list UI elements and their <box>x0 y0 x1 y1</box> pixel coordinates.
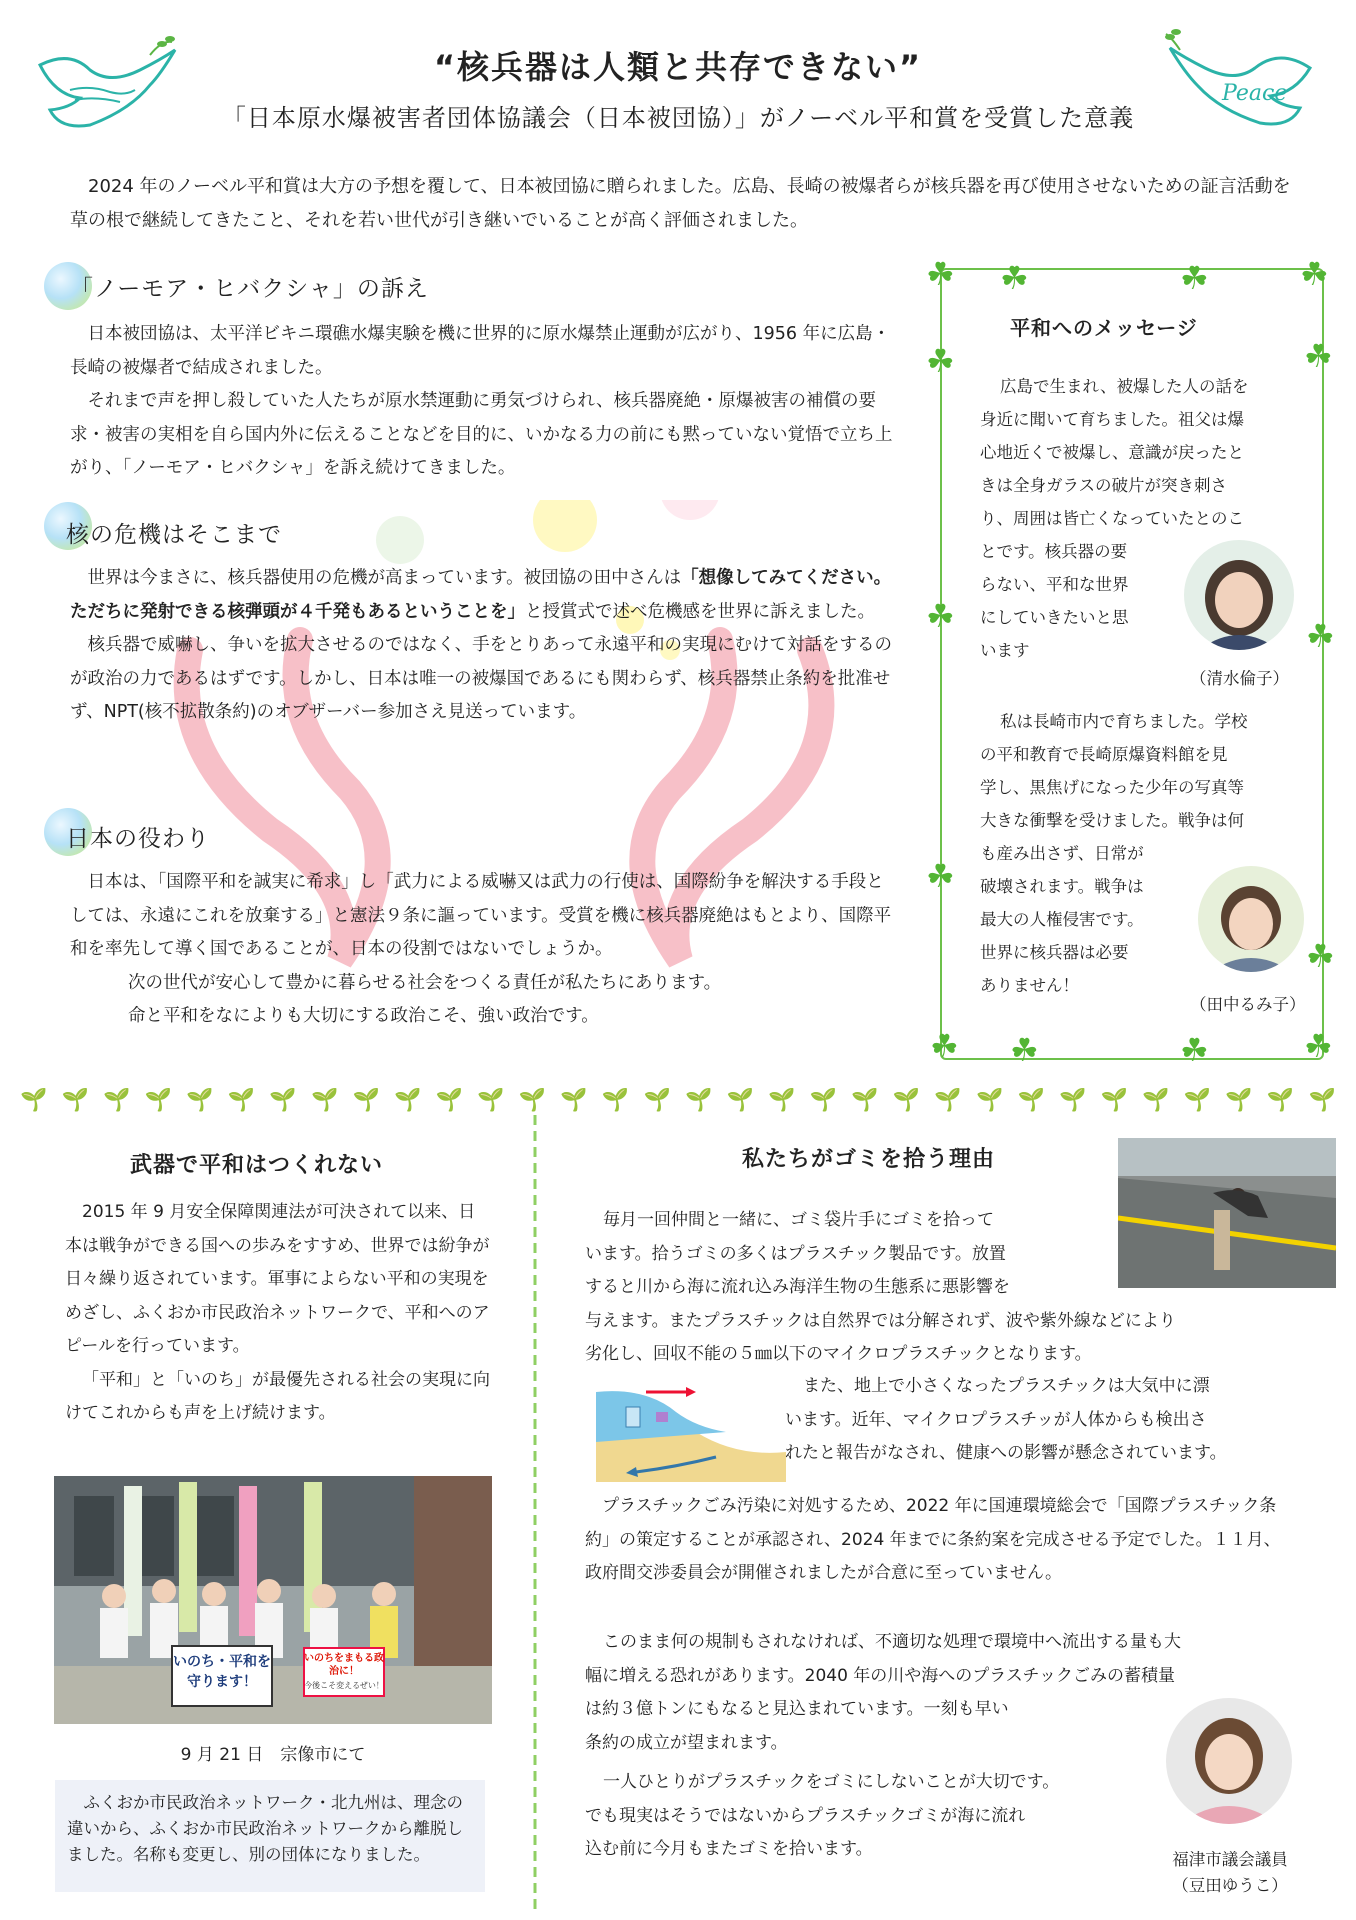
sprout-icon: 🌱 <box>1308 1088 1336 1113</box>
text-line: にしていきたいと思 <box>980 608 1129 627</box>
text-line: きは全身ガラスの破片が突き刺さ <box>980 476 1228 495</box>
sprout-icon: 🌱 <box>1183 1088 1212 1113</box>
sprout-icon: 🌱 <box>352 1088 380 1113</box>
text-line: 最大の人権侵害です。 <box>980 910 1144 929</box>
sprout-icon: 🌱 <box>768 1088 796 1113</box>
sign-text-3: 今後こそ変えるぜい！ <box>304 1681 384 1690</box>
photo-caption: 9 月 21 日 宗像市にて <box>180 1745 366 1765</box>
message-2-author: （田中るみ子） <box>1190 995 1306 1014</box>
right-p3 <box>585 1490 1293 1591</box>
text-line: 学し、黒焦げになった少年の写真等 <box>980 778 1244 797</box>
sprout-icon: 🌱 <box>20 1088 48 1113</box>
paragraph <box>70 562 900 629</box>
sprout-icon: 🌱 <box>1017 1088 1045 1113</box>
text-line: の平和教育で長崎原爆資料館を見 <box>980 745 1228 764</box>
vine-divider <box>528 1115 542 1915</box>
clover-icon: ☘ <box>1180 259 1209 297</box>
paragraph: 「平和」と「いのち」が最優先される社会の実現に向けてこれからも声を上げ続けます。 <box>65 1369 490 1423</box>
clover-icon: ☘ <box>926 342 955 380</box>
text-span: 世界は今まさに、核兵器使用の危機が高まっています。被団協の田中さんは <box>87 568 682 588</box>
sprout-icon: 🌱 <box>227 1088 256 1113</box>
sprout-icon: 🌱 <box>518 1088 547 1113</box>
clover-icon: ☘ <box>926 857 955 895</box>
page-title: “核兵器は人類と共存できない” <box>433 48 923 86</box>
sprout-icon: 🌱 <box>643 1088 671 1113</box>
left-lower-title: 武器で平和はつくれない <box>130 1153 384 1178</box>
text-line: 私は長崎市内で育ちました。学校 <box>1000 712 1248 731</box>
avatar-mameda <box>1166 1698 1292 1824</box>
text-line: 広島で生まれ、被爆した人の話を <box>1000 377 1249 396</box>
text-line: も産み出さず、日常が <box>980 844 1144 863</box>
sprout-icon: 🌱 <box>310 1088 339 1113</box>
text-line: すると川から海に流れ込み海洋生物の生態系に悪影響を <box>585 1277 1010 1297</box>
clover-icon: ☘ <box>1304 1027 1333 1065</box>
clover-icon: ☘ <box>1306 937 1335 975</box>
sprout-icon: 🌱 <box>560 1088 588 1113</box>
text-line: 込む前に今月もまたゴミを拾います。 <box>585 1839 873 1859</box>
sprout-icon: 🌱 <box>1266 1088 1295 1113</box>
sprout-icon: 🌱 <box>1225 1088 1253 1113</box>
quote-bold: 「想像してみてください。ただちに発射できる核弾頭が４千発もあるということを」 <box>70 568 892 622</box>
ocean-plastic-illustration <box>596 1372 786 1482</box>
text-line: り、周囲は皆亡くなっていたとのこ <box>980 509 1244 528</box>
author-role: 福津市議会議員 <box>1172 1850 1288 1869</box>
text-line: 世界に核兵器は必要 <box>980 943 1129 962</box>
section-nomore-body <box>70 318 900 486</box>
text-line: 条約の成立が望まれます。 <box>585 1732 788 1753</box>
sprout-icon: 🌱 <box>1100 1088 1129 1113</box>
clover-icon: ☘ <box>1306 617 1335 655</box>
text-line: とです。核兵器の要 <box>980 542 1128 561</box>
right-p1 <box>585 1204 1315 1372</box>
section-role-body <box>70 866 900 1034</box>
text-line: 一人ひとりがプラスチックをゴミにしないことが大切です。 <box>603 1772 1060 1792</box>
intro-paragraph: 2024 年のノーベル平和賞は大方の予想を覆して、日本被団協に贈られました。広島、長崎の被爆者らが核兵器を再び使用させないための証言活動を草の根で継続してきたこと、それを若い世代が引き継いでいることが高く評価されました。 <box>70 176 1291 231</box>
text-line: 破壊されます。戦争は <box>980 877 1144 896</box>
clover-icon: ☘ <box>1180 1031 1209 1069</box>
section-heading-role: 日本の役わり <box>66 826 210 852</box>
text-line: は約３億トンにもなると見込まれています。一刻も早い <box>585 1699 1009 1719</box>
text-line: ありません！ <box>980 976 1079 995</box>
text-line: 心地近くで被爆し、意識が戻ったと <box>980 443 1244 462</box>
avatar-shimizu <box>1184 540 1294 650</box>
clover-icon: ☘ <box>926 597 955 635</box>
sprout-icon: 🌱 <box>934 1088 962 1113</box>
text-line: 毎月一回仲間と一緒に、ゴミ袋片手にゴミを拾って <box>603 1210 994 1230</box>
clover-icon: ☘ <box>1300 255 1329 293</box>
author-name: （豆田ゆうこ） <box>1172 1876 1288 1895</box>
left-lower-body <box>65 1196 490 1431</box>
clover-icon: ☘ <box>1010 1031 1039 1069</box>
sprout-icon: 🌱 <box>892 1088 921 1113</box>
clover-icon: ☘ <box>1000 259 1029 297</box>
sign-text-2: いのちをまもる政治に！ <box>304 1653 384 1677</box>
closing-line: 次の世代が安心して豊かに暮らせる社会をつくる責任が私たちにあります。 <box>128 972 722 993</box>
sprout-icon: 🌱 <box>103 1088 131 1113</box>
sprout-icon: 🌱 <box>726 1088 754 1113</box>
sprout-icon: 🌱 <box>435 1088 464 1113</box>
text-line: 与えます。またプラスチックは自然界では分解されず、波や紫外線などにより <box>585 1310 1176 1331</box>
sprout-icon: 🌱 <box>601 1088 630 1113</box>
section-heading-crisis: 核の危機はそこまで <box>66 522 282 548</box>
text-line: 幅に増える恐れがあります。2040 年の川や海へのプラスチックごみの蓄積量 <box>585 1665 1175 1686</box>
clover-icon: ☘ <box>926 255 955 293</box>
clover-icon: ☘ <box>1304 337 1333 375</box>
rally-photo <box>54 1476 492 1724</box>
text-line: れたと報告がなされ、健康への影響が懸念されています。 <box>785 1443 1227 1463</box>
text-line: 大きな衝撃を受けました。戦争は何 <box>980 811 1244 830</box>
sprout-icon: 🌱 <box>851 1088 879 1113</box>
paragraph: 核兵器で威嚇し、争いを拡大させるのではなく、手をとりあって永遠平和の実現にむけて対話をするのが政治の力であるはずです。しかし、日本は唯一の被爆国であるにも関わらず、核兵器禁止条約を批准せず、NPT(核不拡散条約)のオブザーバー参加さえ見送っています。 <box>70 635 892 722</box>
page-subtitle: 「日本原水爆被害者団体協議会（日本被団協）」がノーベル平和賞を受賞した意義 <box>221 104 1135 132</box>
text-line: 身近に聞いて育ちました。祖父は爆 <box>980 410 1244 429</box>
right-p5 <box>585 1766 1145 1867</box>
sprout-icon: 🌱 <box>144 1088 173 1113</box>
text-line: でも現実はそうではないからプラスチックゴミが海に流れ <box>585 1805 1026 1826</box>
sprout-icon: 🌱 <box>186 1088 214 1113</box>
right-p2 <box>785 1370 1315 1471</box>
message-1-author: （清水倫子） <box>1190 669 1289 688</box>
message-box-title: 平和へのメッセージ <box>1010 316 1198 340</box>
paragraph: プラスチックごみ汚染に対処するため、2022 年に国連環境総会で「国際プラスチック条約」の策定することが承認され、2024 年までに条約案を完成させる予定でした。１１月、政府間交渉委員会が開催されましたが合意に至っていません。 <box>585 1496 1281 1583</box>
text-line: います。近年、マイクロプラスチッが人体からも検出さ <box>785 1409 1207 1430</box>
text-line: このまま何の規制もされなければ、不適切な処理で環境中へ流出する量も大 <box>603 1632 1181 1652</box>
text-line: 劣化し、回収不能の５㎜以下のマイクロプラスチックとなります。 <box>585 1344 1092 1364</box>
avatar-tanaka <box>1198 866 1304 972</box>
closing-line: 命と平和をなによりも大切にする政治こそ、強い政治です。 <box>128 1006 599 1026</box>
paragraph: 日本は、「国際平和を誠実に希求」し「武力による威嚇又は武力の行使は、国際紛争を解決する手段としては、永遠にこれを放棄する」と憲法９条に謳っています。受賞を機に核兵器廃絶はもとより、国際平和を率先して導く国であることが、日本の役割ではないでしょうか。 <box>70 872 892 959</box>
sprout-icon: 🌱 <box>477 1088 505 1113</box>
text-line: らない、平和な世界 <box>980 575 1129 594</box>
text-line: います。拾うゴミの多くはプラスチック製品です。放置 <box>585 1243 1006 1264</box>
paragraph: それまで声を押し殺していた人たちが原水禁運動に勇気づけられ、核兵器廃絶・原爆被害の補償の要求・被害の実相を自ら国内外に伝えることなどを目的に、いかなる力の前にも黙っていない覚悟で立ち上がり、「ノーモア・ヒバクシャ」を訴え続けてきました。 <box>70 391 893 478</box>
paragraph: 2015 年 9 月安全保障関連法が可決されて以来、日本は戦争ができる国への歩みをすすめ、世界では紛争が日々繰り返されています。軍事によらない平和の実現をめざし、ふくおか市民政治ネットワークで、平和へのアピールを行っています。 <box>65 1202 490 1356</box>
sign-text-1: いのち・平和を守ります！ <box>173 1654 271 1690</box>
sprout-icon: 🌱 <box>269 1088 297 1113</box>
text-line: また、地上で小さくなったプラスチックは大気中に漂 <box>803 1376 1210 1396</box>
section-crisis-body <box>70 562 900 730</box>
peace-text: Peace <box>1222 81 1288 106</box>
sprout-icon: 🌱 <box>685 1088 713 1113</box>
sprout-divider <box>20 1088 1336 1118</box>
sprout-icon: 🌱 <box>809 1088 838 1113</box>
sprout-icon: 🌱 <box>394 1088 422 1113</box>
section-heading-nomore: 「ノーモア・ヒバクシャ」の訴え <box>70 276 429 302</box>
paragraph: 日本被団協は、太平洋ビキニ環礁水爆実験を機に世界的に原水爆禁止運動が広がり、1956 年に広島・長崎の被爆者で結成されました。 <box>70 324 891 378</box>
text-span: と授賞式で述べ危機感を世界に訴えました。 <box>525 601 875 622</box>
sprout-icon: 🌱 <box>1142 1088 1170 1113</box>
sprout-icon: 🌱 <box>975 1088 1004 1113</box>
sprout-icon: 🌱 <box>61 1088 89 1113</box>
sprout-icon: 🌱 <box>1059 1088 1087 1113</box>
note-box: ふくおか市民政治ネットワーク・北九州は、理念の違いから、ふくおか市民政治ネットワークから離脱しました。名称も変更し、別の団体になりました。 <box>55 1780 485 1892</box>
text-line: います <box>980 641 1030 660</box>
right-lower-title: 私たちがゴミを拾う理由 <box>742 1147 996 1172</box>
clover-icon: ☘ <box>930 1027 959 1065</box>
